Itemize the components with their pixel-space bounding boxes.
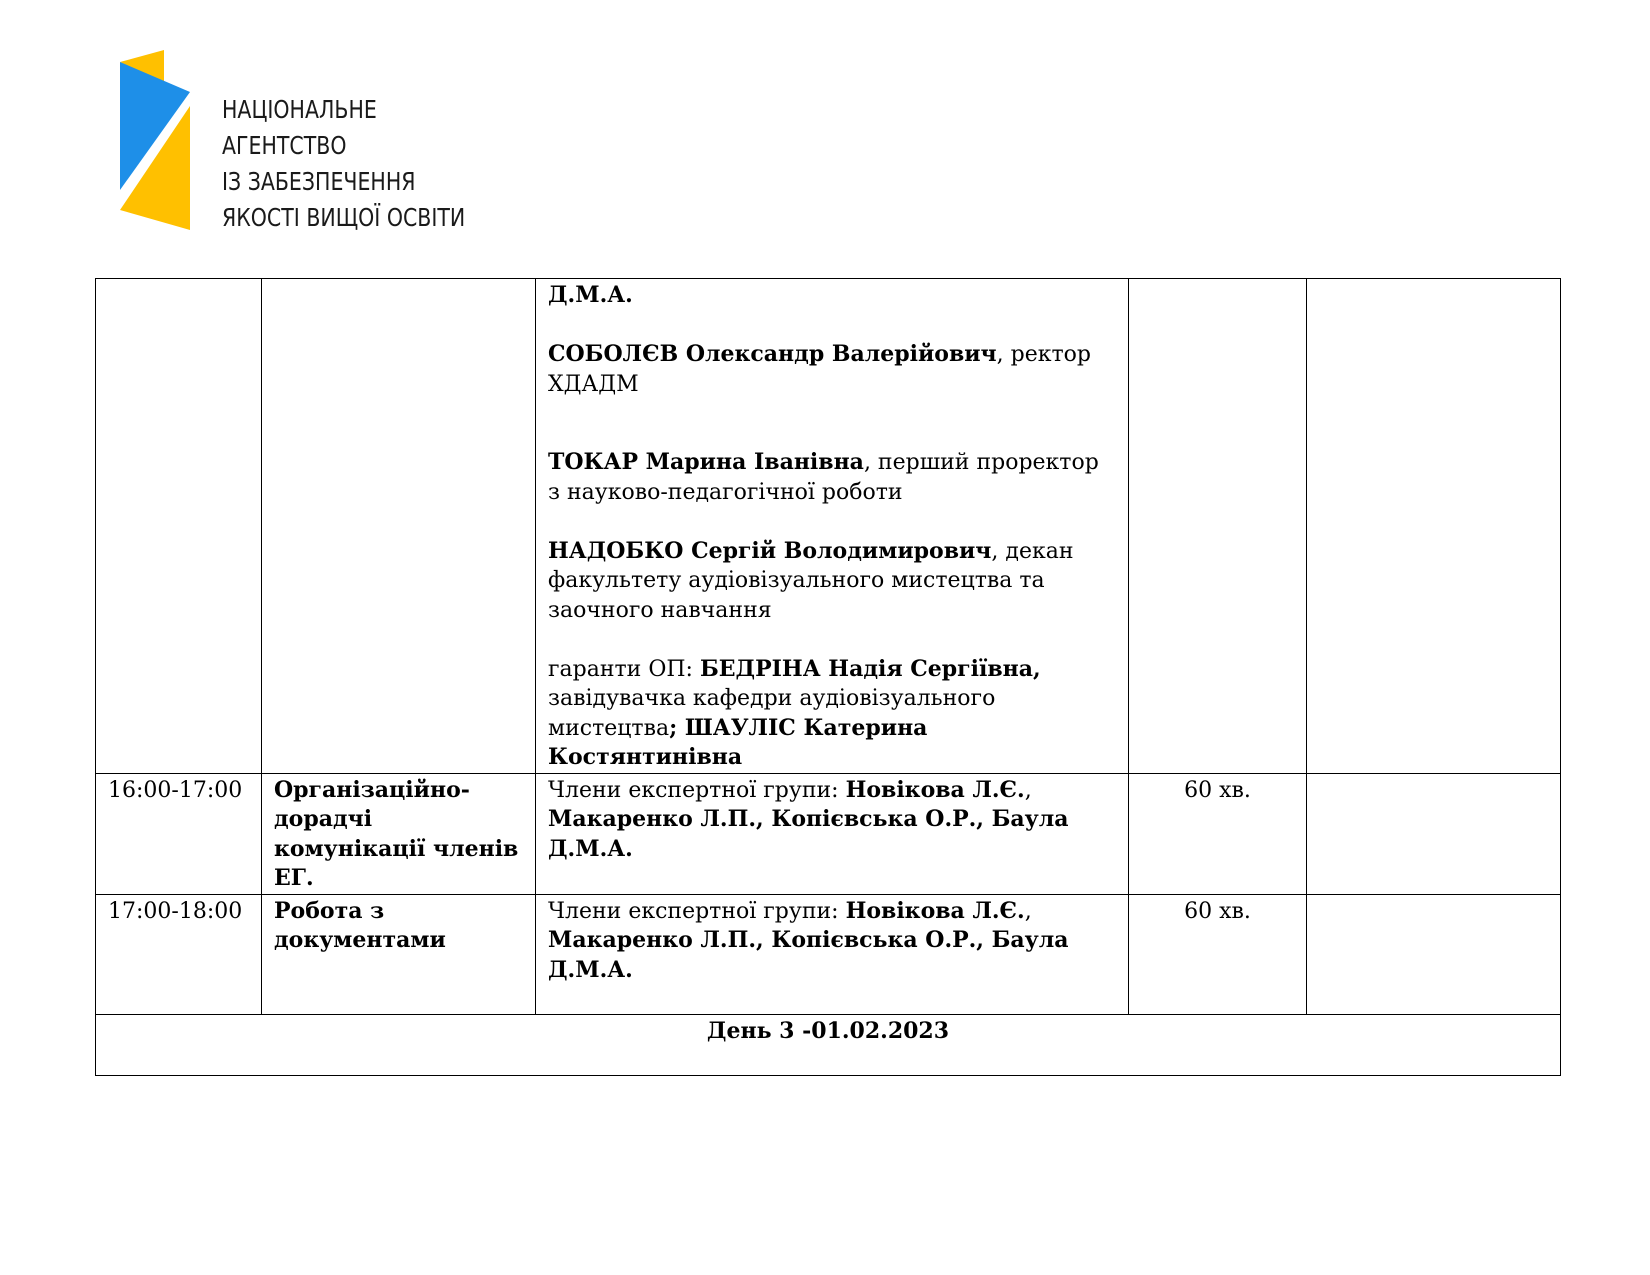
day-header-row	[96, 1014, 1561, 1075]
time-cell: 16:00-17:00	[96, 773, 262, 894]
duration-cell: 60 хв.	[1129, 894, 1307, 1014]
naqa-triangles-icon	[118, 50, 198, 230]
participant-guarantors: гаранти ОП: БЕДРІНА Надія Сергіївна, завідувачка кафедри аудіовізуального мистецтва; ШАУЛІС Катерина Костянтинівна	[548, 655, 1041, 770]
table-row	[96, 279, 1561, 774]
activity-cell: Організаційно-дорадчі комунікації членів ЕГ.	[262, 773, 536, 894]
participants-cell: Члени експертної групи: Новікова Л.Є., Макаренко Л.П., Копієвська О.Р., Баула Д.М.А.	[536, 894, 1129, 1014]
agency-name	[222, 92, 465, 236]
duration-cell	[1129, 279, 1307, 774]
agency-name-line-3: ІЗ ЗАБЕЗПЕЧЕННЯ	[222, 167, 416, 196]
activity-cell: Робота з документами	[262, 894, 536, 1014]
participant-tokar: ТОКАР Марина Іванівна, перший проректор з науково-педагогічної роботи	[548, 449, 1099, 505]
schedule-table	[95, 278, 1561, 1076]
table-row	[96, 773, 1561, 894]
agency-name-line-4: ЯКОСТІ ВИЩОЇ ОСВІТИ	[222, 203, 466, 232]
notes-cell	[1307, 894, 1561, 1014]
notes-cell	[1307, 279, 1561, 774]
activity-cell	[262, 279, 536, 774]
duration-cell: 60 хв.	[1129, 773, 1307, 894]
day-header: День 3 -01.02.2023	[96, 1014, 1561, 1075]
participants-cell	[536, 279, 1129, 774]
participants-top-line: Д.М.А.	[548, 282, 633, 308]
agency-name-line-1: НАЦІОНАЛЬНЕ	[222, 95, 377, 124]
agency-logo	[118, 50, 478, 230]
table-row	[96, 894, 1561, 1014]
time-cell	[96, 279, 262, 774]
agency-name-line-2: АГЕНТСТВО	[222, 131, 347, 160]
participants-cell: Члени експертної групи: Новікова Л.Є., Макаренко Л.П., Копієвська О.Р., Баула Д.М.А.	[536, 773, 1129, 894]
participant-sobolev: СОБОЛЄВ Олександр Валерійович, ректор ХДАДМ	[548, 341, 1092, 397]
notes-cell	[1307, 773, 1561, 894]
time-cell: 17:00-18:00	[96, 894, 262, 1014]
participant-nadobko: НАДОБКО Сергій Володимирович, декан факультету аудіовізуального мистецтва та заочного навчання	[548, 537, 1074, 623]
